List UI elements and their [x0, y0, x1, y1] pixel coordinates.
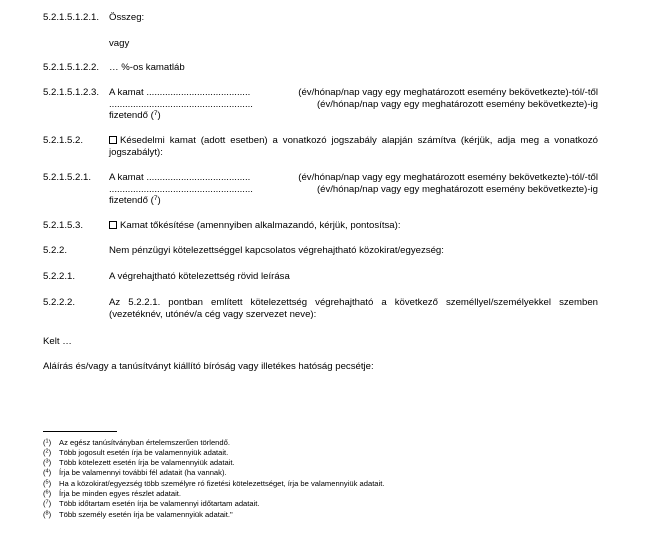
section-number: 5.2.2.1. [43, 271, 76, 282]
signature-label: Aláírás és/vagy a tanúsítványt kiállító bíróság vagy illetékes hatóság pecsétje: [43, 361, 374, 372]
section-number: 5.2.2.2. [43, 297, 76, 308]
footnote: ($^5$) Ha a közokirat/egyezség több személyre ró fizetési kötelezettséget, írja be valamennyiük adatait. [43, 479, 385, 488]
section-label: Nem pénzügyi kötelezettséggel kapcsolatos végrehajtható közokirat/egyezség: [109, 245, 444, 256]
date-label: Kelt … [43, 336, 72, 347]
capitalisation-checkbox[interactable] [109, 221, 117, 229]
interest-period-block: A kamat ....................................... (év/hónap/nap vagy egy meghatározott esemény bekövetkezte)-tól/-től ...................................................... (év/hónap/nap vagy egy meghatározott esemény bekövetkezte)-ig fizetendő ($^7$) [109, 87, 598, 121]
footnote-ref: 7 [153, 195, 158, 202]
section-number: 5.2.1.5.1.2.2. [43, 62, 100, 73]
interest-to-field[interactable]: ...................................................... [109, 98, 253, 110]
payable-label: fizetendő ( [109, 195, 154, 206]
section-number: 5.2.1.5.1.2.1. [43, 12, 100, 23]
interest-to-label: (év/hónap/nap vagy egy meghatározott esemény bekövetkezte)-ig [316, 98, 598, 110]
section-label: … %-os kamatláb [109, 62, 185, 73]
interest-from-label: (év/hónap/nap vagy egy meghatározott esemény bekövetkezte)-tól/-től [298, 87, 598, 98]
footnote: ($^1$) Az egész tanúsítványban értelemszerűen törlendő. [43, 438, 230, 447]
section-label: Az 5.2.2.1. pontban említett kötelezettség végrehajtható a következő személlyel/személyekkel szemben (vezetéknév, utónév/a cég vagy szervezet neve): [109, 297, 598, 320]
section-number: 5.2.1.5.1.2.3. [43, 87, 100, 98]
footnote: ($^3$) Több kötelezett esetén írja be valamennyiük adatait. [43, 458, 235, 467]
late-interest-checkbox[interactable] [109, 136, 117, 144]
footnote: ($^6$) Írja be minden egyes részlet adatait. [43, 489, 181, 498]
footnote: ($^7$) Több időtartam esetén írja be valamennyi időtartam adatait. [43, 499, 260, 508]
footnote: ($^2$) Több jogosult esetén írja be valamennyiük adatait. [43, 448, 229, 457]
section-label: Kamat tőkésítése (amennyiben alkalmazandó, kérjük, pontosítsa): [120, 220, 401, 231]
section-label: Összeg: [109, 12, 145, 23]
footnote: ($^4$) Írja be valamennyi további fél adatait (ha vannak). [43, 468, 227, 477]
footnote-separator [43, 431, 117, 432]
or-label: vagy [109, 38, 130, 49]
section-number: 5.2.1.5.2. [43, 135, 84, 146]
footnote: ($^8$) Több személy esetén írja be valamennyiük adatait." [43, 510, 233, 519]
late-interest-period-block: A kamat ....................................... (év/hónap/nap vagy egy meghatározott esemény bekövetkezte)-tól/-től ...................................................... (év/hónap/nap vagy egy meghatározott esemény bekövetkezte)-ig fizetendő ($^7$) [109, 172, 598, 206]
interest-from-field[interactable]: A kamat ....................................... [109, 87, 251, 98]
section-label: Késedelmi kamat (adott esetben) a vonatkozó jogszabály alapján számítva (kérjük, adja meg a vonatkozó jogszabályt): [109, 135, 598, 158]
footnote-ref: 7 [153, 110, 158, 117]
section-label: A végrehajtható kötelezettség rövid leírása [109, 271, 290, 282]
late-interest-from-field[interactable]: A kamat ....................................... [109, 172, 251, 183]
payable-label: fizetendő ( [109, 110, 154, 121]
late-interest-from-label: (év/hónap/nap vagy egy meghatározott esemény bekövetkezte)-tól/-től [298, 172, 598, 183]
late-interest-to-field[interactable]: ...................................................... [109, 183, 253, 195]
section-number: 5.2.1.5.3. [43, 220, 84, 231]
late-interest-to-label: (év/hónap/nap vagy egy meghatározott esemény bekövetkezte)-ig [316, 183, 598, 195]
section-number: 5.2.2. [43, 245, 68, 256]
section-number: 5.2.1.5.2.1. [43, 172, 92, 183]
